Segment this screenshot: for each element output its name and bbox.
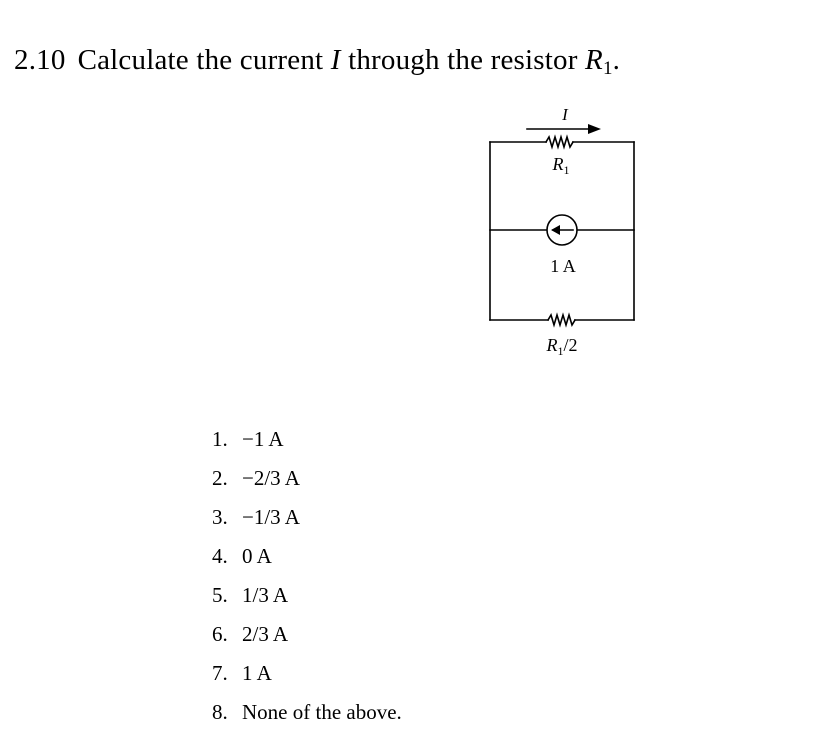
answer-choice[interactable] [212, 499, 402, 538]
answer-choice[interactable] [212, 538, 402, 577]
circuit-diagram [470, 100, 660, 360]
answer-index: 7. [212, 661, 228, 685]
problem-statement [14, 44, 620, 80]
r2-resistor [548, 315, 575, 325]
problem-text-middle: through the resistor [340, 44, 586, 76]
answer-choice[interactable] [212, 460, 402, 499]
answer-text: 0 A [242, 544, 272, 568]
current-label: I [562, 105, 568, 124]
answer-index: 8. [212, 700, 228, 724]
problem-text-after: . [612, 44, 621, 76]
answer-choice[interactable] [212, 421, 402, 460]
answer-index: 6. [212, 622, 228, 646]
answer-text: 1 A [242, 661, 272, 685]
answer-index: 1. [212, 427, 228, 451]
r1-label: $R_1$ [552, 154, 570, 177]
answer-index: 3. [212, 505, 228, 529]
answer-choice[interactable] [212, 694, 402, 733]
answer-text: None of the above. [242, 700, 402, 724]
problem-resistor-base: R [585, 44, 603, 76]
answer-choice[interactable] [212, 577, 402, 616]
r2-label: $R_1/2$ [546, 335, 578, 358]
answer-text: −1/3 A [242, 505, 300, 529]
answer-text: 1/3 A [242, 583, 289, 607]
answer-text: 2/3 A [242, 622, 289, 646]
answer-choices [212, 421, 402, 733]
problem-number: 2.10 [14, 44, 66, 76]
answer-index: 4. [212, 544, 228, 568]
answer-index: 5. [212, 583, 228, 607]
answer-text: −2/3 A [242, 466, 300, 490]
answer-choice[interactable] [212, 655, 402, 694]
current-arrow-head [588, 124, 601, 134]
source-label: 1 A [550, 256, 576, 276]
problem-text-before: Calculate the current [77, 44, 331, 76]
current-source-arrow-head [551, 225, 560, 235]
problem-resistor-sub: 1 [602, 58, 613, 79]
problem-variable: I [330, 44, 341, 76]
answer-index: 2. [212, 466, 228, 490]
answer-text: −1 A [242, 427, 284, 451]
r1-resistor [546, 137, 573, 147]
answer-choice[interactable] [212, 616, 402, 655]
